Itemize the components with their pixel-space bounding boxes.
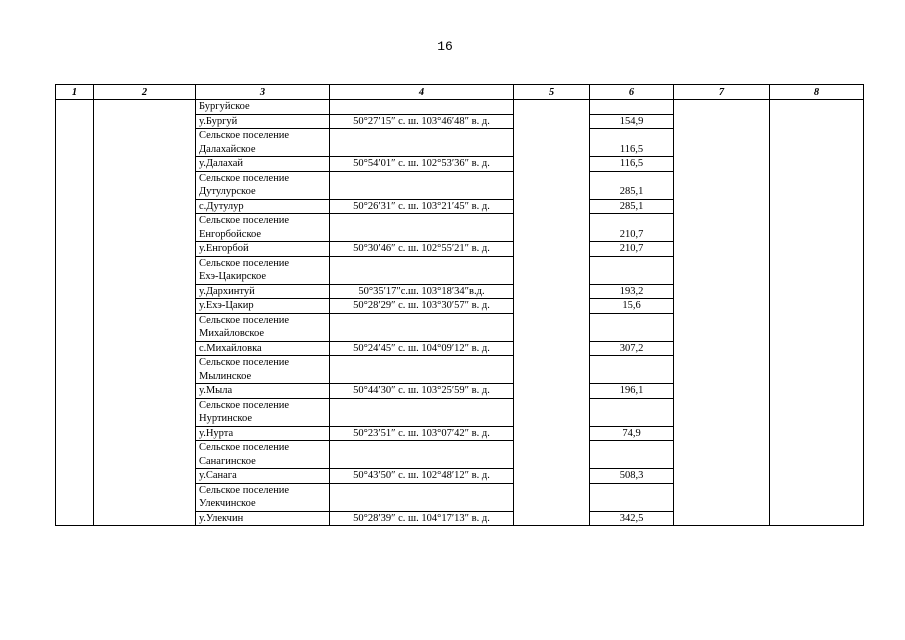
settlement-name-line: у.Улекчин bbox=[199, 512, 244, 524]
settlement-name-cell bbox=[196, 100, 330, 115]
settlement-name-cell bbox=[196, 284, 330, 299]
column-header-5: 5 bbox=[514, 85, 590, 100]
value-cell bbox=[590, 398, 674, 426]
settlement-name-cell bbox=[196, 483, 330, 511]
value-cell: 210,7 bbox=[590, 242, 674, 257]
settlement-name-line: Сельское поселение bbox=[199, 442, 290, 453]
settlement-name-line: Сельское поселение bbox=[199, 215, 290, 226]
settlement-name-cell bbox=[196, 256, 330, 284]
coordinates-cell bbox=[330, 100, 514, 115]
settlement-name-line: у.Ехэ-Цакир bbox=[199, 300, 254, 311]
settlement-name-line: у.Дархинтуй bbox=[199, 285, 255, 297]
coordinates-cell: 50°26′31″ с. ш. 103°21′45″ в. д. bbox=[330, 199, 514, 214]
settlement-name-cell bbox=[196, 199, 330, 214]
settlement-name-line: у.Далахай bbox=[199, 158, 244, 169]
coordinates-cell: 50°44′30″ с. ш. 103°25′59″ в. д. bbox=[330, 384, 514, 399]
settlement-name-line: Сельское поселение bbox=[199, 399, 290, 411]
column-1-cell bbox=[56, 100, 94, 526]
settlement-name-line: у.Санага bbox=[199, 470, 237, 481]
coordinates-cell bbox=[330, 398, 514, 426]
settlement-name-cell bbox=[196, 129, 330, 157]
table-body bbox=[56, 100, 864, 526]
value-cell: 74,9 bbox=[590, 426, 674, 441]
coordinates-cell: 50°24′45″ с. ш. 104°09′12″ в. д. bbox=[330, 341, 514, 356]
settlement-name-cell bbox=[196, 511, 330, 526]
value-cell bbox=[590, 100, 674, 115]
settlement-name-line: с.Дутулур bbox=[199, 200, 244, 212]
settlement-name-line: Далахайское bbox=[199, 143, 256, 155]
column-header-7: 7 bbox=[674, 85, 770, 100]
coordinates-cell: 50°54′01″ с. ш. 102°53′36″ в. д. bbox=[330, 157, 514, 172]
settlement-name-line: у.Енгорбой bbox=[199, 243, 249, 254]
column-header-2: 2 bbox=[94, 85, 196, 100]
settlement-name-cell bbox=[196, 214, 330, 242]
settlement-name-line: Дутулурское bbox=[199, 186, 256, 197]
settlement-name-line: у.Бургуй bbox=[199, 115, 238, 127]
column-header-3: 3 bbox=[196, 85, 330, 100]
settlement-name-line: у.Нурта bbox=[199, 427, 234, 439]
column-2-cell bbox=[94, 100, 196, 526]
value-cell bbox=[590, 356, 674, 384]
settlement-name-line: Мылинское bbox=[199, 370, 252, 382]
value-cell bbox=[590, 441, 674, 469]
coordinates-cell: 50°28′29″ с. ш. 103°30′57″ в. д. bbox=[330, 299, 514, 314]
settlement-name-line: Ехэ-Цакирское bbox=[199, 271, 267, 282]
column-8-cell bbox=[770, 100, 864, 526]
settlement-name-line: Михайловское bbox=[199, 328, 264, 339]
value-cell: 210,7 bbox=[590, 214, 674, 242]
value-cell: 508,3 bbox=[590, 469, 674, 484]
value-cell: 154,9 bbox=[590, 114, 674, 129]
settlement-name-cell bbox=[196, 313, 330, 341]
value-cell: 15,6 bbox=[590, 299, 674, 314]
settlements-table bbox=[55, 84, 864, 526]
settlement-name-cell bbox=[196, 441, 330, 469]
column-header-1: 1 bbox=[56, 85, 94, 100]
settlement-name-line: Енгорбойское bbox=[199, 228, 262, 240]
coordinates-cell bbox=[330, 441, 514, 469]
value-cell bbox=[590, 313, 674, 341]
settlement-name-line: Санагинское bbox=[199, 455, 256, 467]
coordinates-cell: 50°28′39″ с. ш. 104°17′13″ в. д. bbox=[330, 511, 514, 526]
coordinates-cell bbox=[330, 214, 514, 242]
value-cell: 285,1 bbox=[590, 199, 674, 214]
settlement-name-cell bbox=[196, 114, 330, 129]
settlement-name-cell bbox=[196, 157, 330, 172]
settlement-name-line: Бургуйское bbox=[199, 101, 250, 112]
settlement-name-line: у.Мыла bbox=[199, 385, 233, 396]
value-cell: 307,2 bbox=[590, 341, 674, 356]
value-cell: 116,5 bbox=[590, 129, 674, 157]
settlement-name-cell bbox=[196, 469, 330, 484]
settlement-name-line: Нуртинское bbox=[199, 413, 253, 424]
page-number: 16 bbox=[437, 39, 453, 54]
coordinates-cell bbox=[330, 171, 514, 199]
header-row bbox=[56, 85, 864, 100]
value-cell: 196,1 bbox=[590, 384, 674, 399]
settlement-name-cell bbox=[196, 356, 330, 384]
table-row bbox=[56, 100, 864, 115]
value-cell bbox=[590, 483, 674, 511]
coordinates-cell: 50°30′46″ с. ш. 102°55′21″ в. д. bbox=[330, 242, 514, 257]
column-7-cell bbox=[674, 100, 770, 526]
coordinates-cell bbox=[330, 483, 514, 511]
column-header-4: 4 bbox=[330, 85, 514, 100]
coordinates-cell: 50°27′15″ с. ш. 103°46′48″ в. д. bbox=[330, 114, 514, 129]
settlement-name-cell bbox=[196, 384, 330, 399]
settlement-name-line: с.Михайловка bbox=[199, 342, 262, 354]
settlement-name-line: Сельское поселение bbox=[199, 130, 290, 141]
column-header-6: 6 bbox=[590, 85, 674, 100]
settlement-name-cell bbox=[196, 299, 330, 314]
settlement-name-cell bbox=[196, 426, 330, 441]
value-cell: 285,1 bbox=[590, 171, 674, 199]
settlement-name-line: Сельское поселение bbox=[199, 257, 290, 269]
column-5-cell bbox=[514, 100, 590, 526]
settlement-name-line: Сельское поселение bbox=[199, 314, 290, 326]
value-cell: 116,5 bbox=[590, 157, 674, 172]
settlement-name-line: Сельское поселение bbox=[199, 484, 290, 496]
value-cell: 342,5 bbox=[590, 511, 674, 526]
value-cell bbox=[590, 256, 674, 284]
coordinates-cell: 50°35′17″с.ш. 103°18′34″в.д. bbox=[330, 284, 514, 299]
coordinates-cell: 50°23′51″ с. ш. 103°07′42″ в. д. bbox=[330, 426, 514, 441]
settlement-name-cell bbox=[196, 341, 330, 356]
value-cell: 193,2 bbox=[590, 284, 674, 299]
settlement-name-cell bbox=[196, 242, 330, 257]
coordinates-cell bbox=[330, 129, 514, 157]
table-header bbox=[56, 85, 864, 100]
settlement-name-cell bbox=[196, 398, 330, 426]
coordinates-cell bbox=[330, 356, 514, 384]
settlement-name-line: Улекчинское bbox=[199, 498, 256, 509]
settlement-name-cell bbox=[196, 171, 330, 199]
settlement-name-line: Сельское поселение bbox=[199, 357, 290, 368]
coordinates-cell bbox=[330, 256, 514, 284]
coordinates-cell: 50°43′50″ с. ш. 102°48′12″ в. д. bbox=[330, 469, 514, 484]
settlement-name-line: Сельское поселение bbox=[199, 172, 290, 184]
column-header-8: 8 bbox=[770, 85, 864, 100]
coordinates-cell bbox=[330, 313, 514, 341]
